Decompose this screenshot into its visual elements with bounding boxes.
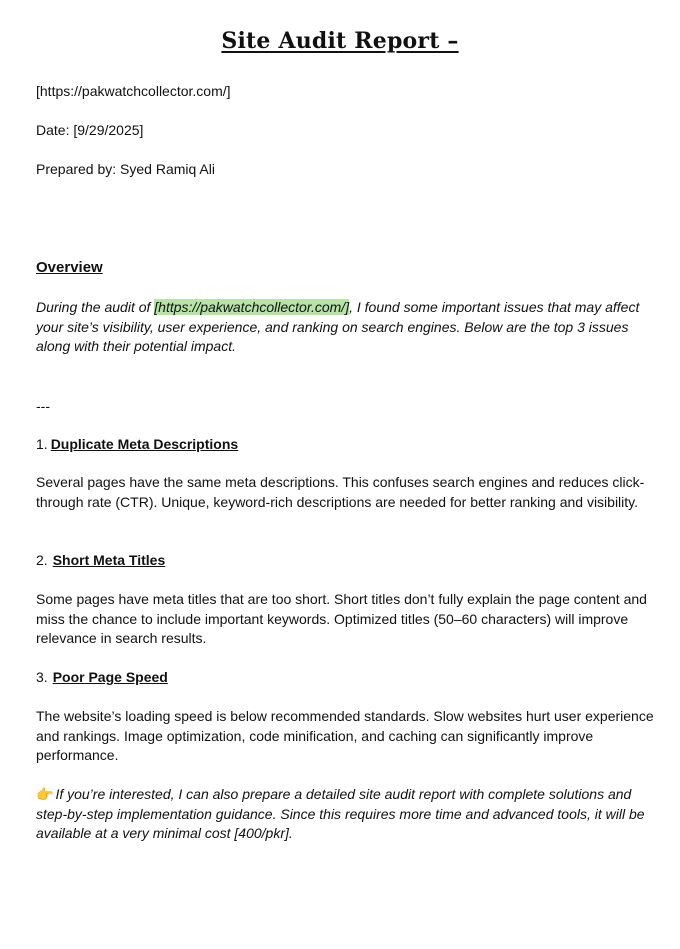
issue-2-number: 2. [36,552,48,568]
issue-1-number: 1. [36,436,48,452]
prepared-by-line: Prepared by: Syed Ramiq Ali [36,161,215,177]
issue-2-heading: Short Meta Titles [52,552,166,568]
pointing-hand-icon: 👉 [36,786,54,802]
overview-highlighted-link: [https://pakwatchcollector.com/] [154,299,350,315]
site-url-line: [https://pakwatchcollector.com/] [36,83,231,99]
date-line: Date: [9/29/2025] [36,122,144,138]
overview-paragraph [36,298,660,357]
issue-1-text: Several pages have the same meta descriptions. This confuses search engines and reduces click-through rate (CTR). Unique, keyword-rich descriptions are needed for better ranking and visibility. [36,474,645,510]
overview-text-before: During the audit of [36,299,155,315]
issue-3-heading: Poor Page Speed [52,669,168,685]
issue-2-heading-line [36,551,165,570]
issue-3-text: The website’s loading speed is below recommended standards. Slow websites hurt user experience and rankings. Image optimization, code minification, and caching can significantly improve performance. [36,708,654,763]
overview-heading: Overview [36,259,103,276]
issue-1-heading-line [36,435,238,454]
report-title: Site Audit Report – [221,28,459,54]
closing-text: If you’re interested, I can also prepare a detailed site audit report with complete solutions and step-by-step implementation guidance. Since this requires more time and advanced tools, it will be available at a very minimal cost [400/pkr]. [36,786,645,841]
separator: --- [36,398,50,414]
closing-paragraph [36,785,660,844]
overview-text-after: , I found some important issues that may affect your site’s visibility, user experience, and ranking on search engines. Below are the top 3 issues along with their potential impact. [36,299,640,354]
issue-1-heading: Duplicate Meta Descriptions [50,436,239,452]
issue-3-number: 3. [36,669,48,685]
issue-3-heading-line [36,668,168,687]
issue-2-text: Some pages have meta titles that are too short. Short titles don’t fully explain the page content and miss the chance to include important keywords. Optimized titles (50–60 characters) will improve relevance in search results. [36,591,647,646]
